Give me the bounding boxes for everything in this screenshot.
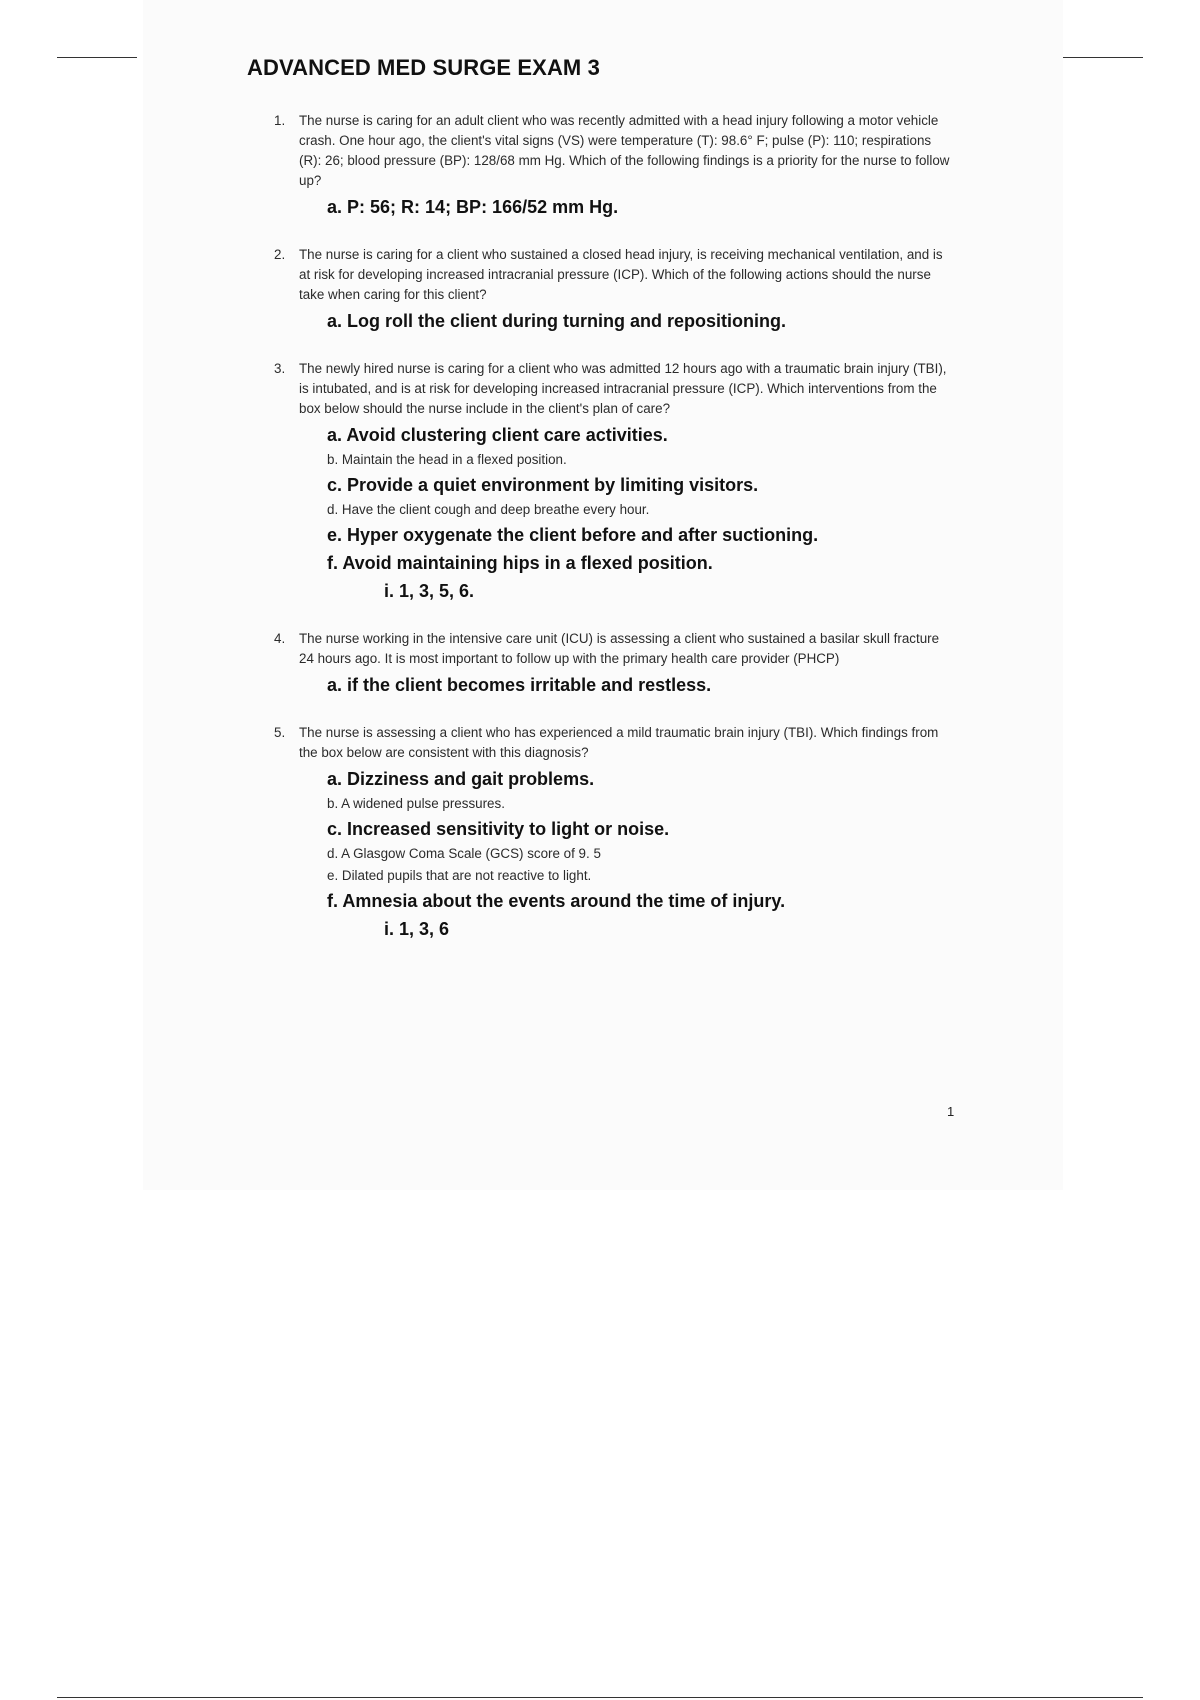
option-letter: f. [327,553,338,573]
answer-combination: i. 1, 3, 6 [384,919,450,939]
option-letter: d. [327,846,339,861]
answer-option [327,793,952,815]
question-2 [272,245,952,335]
answer-option-highlighted [327,521,952,549]
question-number: 1. [274,113,286,128]
option-letter: c. [327,475,343,495]
option-letter: b. [327,452,339,467]
option-text: Log roll the client during turning and repositioning. [347,311,787,331]
question-stem [272,629,952,669]
answer-option [327,843,952,865]
answer-option-highlighted [327,193,952,221]
question-1 [272,111,952,221]
question-3 [272,359,952,605]
question-number: 5. [274,725,286,740]
question-stem [272,111,952,191]
page-number: 1 [947,1104,955,1119]
option-letter: a. [327,197,343,217]
answer-option [327,865,952,887]
footer-rule [57,1697,1143,1698]
option-letter: a. [327,311,343,331]
option-text: Provide a quiet environment by limiting visitors. [347,475,759,495]
answer-option-highlighted [327,887,952,915]
document-title: ADVANCED MED SURGE EXAM 3 [247,55,600,80]
question-text: The newly hired nurse is caring for a client who was admitted 12 hours ago with a traumatic brain injury (TBI), is intubated, and is at risk for developing increased intracranial pressure (ICP). Which interventions from the box below should the nurse include in the client's plan of care? [299,361,947,416]
option-text: Maintain the head in a flexed position. [341,452,567,467]
answer-option-highlighted [327,421,952,449]
option-text: Increased sensitivity to light or noise. [347,819,670,839]
answer-option-highlighted [327,549,952,577]
question-number: 3. [274,361,286,376]
question-5 [272,723,952,943]
option-text: Dilated pupils that are not reactive to light. [341,868,592,883]
answer-option-highlighted [327,671,952,699]
question-text: The nurse working in the intensive care unit (ICU) is assessing a client who sustained a basilar skull fracture 24 hours ago. It is most important to follow up with the primary health care provider (PHCP) [299,631,940,666]
option-letter: a. [327,425,343,445]
answer-option [327,449,952,471]
option-letter: a. [327,769,343,789]
option-text: Dizziness and gait problems. [347,769,595,789]
question-number: 2. [274,247,286,262]
option-text: Amnesia about the events around the time of injury. [342,891,786,911]
question-stem [272,359,952,419]
answer-option [327,499,952,521]
option-list [272,193,952,221]
option-text: P: 56; R: 14; BP: 166/52 mm Hg. [347,197,619,217]
option-text: Avoid clustering client care activities. [346,425,668,445]
option-list [272,765,952,915]
answer-combination: i. 1, 3, 5, 6. [384,581,475,601]
option-letter: f. [327,891,338,911]
option-list [272,671,952,699]
header-rule-right [1063,57,1143,58]
header-rule-left [57,57,137,58]
option-letter: e. [327,868,339,883]
option-text: A Glasgow Coma Scale (GCS) score of 9. 5 [341,846,601,861]
option-list [272,307,952,335]
question-stem [272,723,952,763]
question-text: The nurse is caring for a client who sustained a closed head injury, is receiving mechanical ventilation, and is at risk for developing increased intracranial pressure (ICP). Which of the following actions should the nurse take when caring for this client? [299,247,943,302]
option-letter: e. [327,525,343,545]
option-text: Avoid maintaining hips in a flexed position. [342,553,713,573]
question-4 [272,629,952,699]
option-list [272,421,952,577]
question-list [272,111,952,967]
option-letter: c. [327,819,343,839]
question-text: The nurse is assessing a client who has experienced a mild traumatic brain injury (TBI). Which findings from the box below are consistent with this diagnosis? [299,725,939,760]
answer-option-highlighted [327,815,952,843]
answer-option-highlighted [327,471,952,499]
option-text: Hyper oxygenate the client before and after suctioning. [347,525,819,545]
option-letter: d. [327,502,339,517]
option-letter: b. [327,796,339,811]
question-stem [272,245,952,305]
question-text: The nurse is caring for an adult client who was recently admitted with a head injury following a motor vehicle crash. One hour ago, the client's vital signs (VS) were temperature (T): 98.6° F; pulse (P): 110; respirations (R): 26; blood pressure (BP): 128/68 mm Hg. Which of the following findings is a priority for the nurse to follow up? [299,113,950,188]
question-number: 4. [274,631,286,646]
answer-option-highlighted [327,307,952,335]
option-text: if the client becomes irritable and restless. [347,675,712,695]
option-letter: a. [327,675,343,695]
option-text: Have the client cough and deep breathe every hour. [341,502,650,517]
option-text: A widened pulse pressures. [341,796,505,811]
answer-option-highlighted [327,765,952,793]
